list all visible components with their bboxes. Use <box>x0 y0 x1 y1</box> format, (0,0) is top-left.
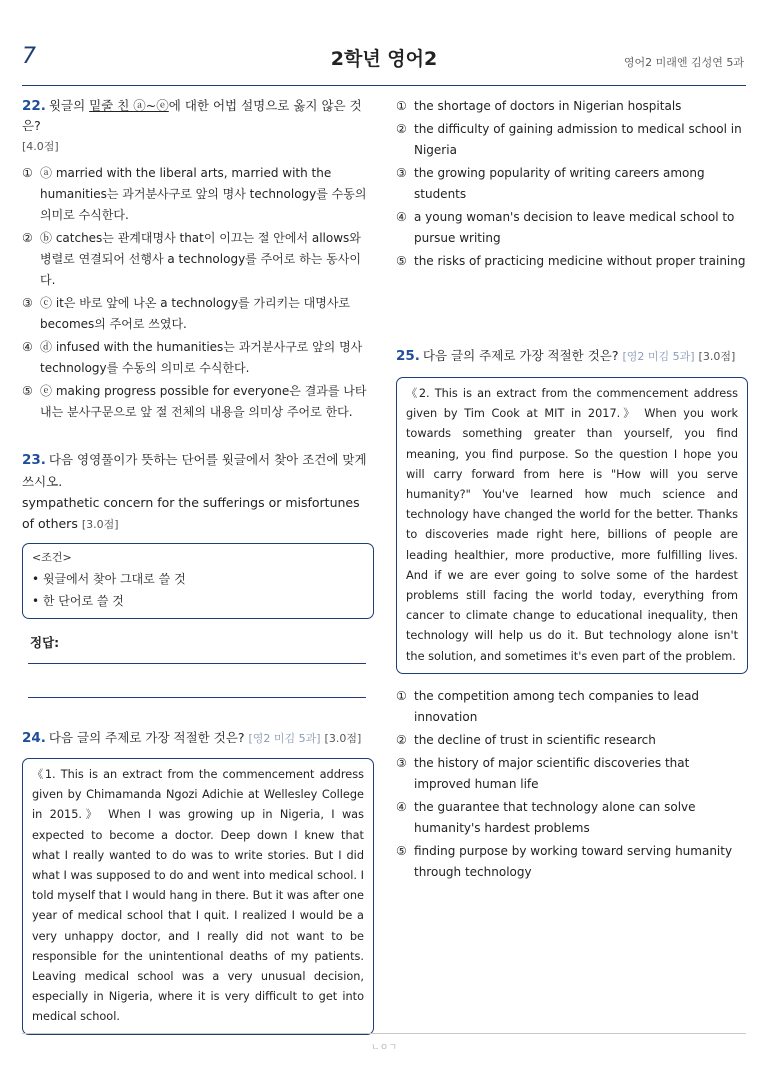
source-tag: [영2 미김 5과] <box>622 350 695 363</box>
option-marker: ③ <box>22 296 33 310</box>
conditions-title: <조건> <box>32 551 72 564</box>
answer-line[interactable] <box>28 663 366 664</box>
answer-option[interactable] <box>396 163 748 205</box>
answer-options <box>396 96 748 272</box>
option-marker: ④ <box>396 210 407 224</box>
source-tag: [영2 미김 5과] <box>248 732 321 745</box>
points-badge: [4.0점] <box>22 140 59 153</box>
question-23-stem <box>22 449 374 492</box>
answer-option[interactable] <box>22 228 374 291</box>
option-text: ⓒ it은 바로 앞에 나온 a technology를 가리키는 대명사로 becomes의 주어로 쓰였다. <box>40 296 351 331</box>
answer-area[interactable] <box>22 633 374 651</box>
answer-options <box>396 686 748 883</box>
option-marker: ④ <box>22 340 33 354</box>
passage-box <box>396 377 748 674</box>
option-text: ⓐ married with the liberal arts, married with the humanities는 과거분사구로 앞의 명사 technology를 수동의 의미로 수식한다. <box>40 166 367 222</box>
page-subtitle: 영어2 미래엔 김성연 5과 <box>623 56 744 69</box>
answer-option[interactable] <box>396 119 748 161</box>
answer-option[interactable] <box>22 337 374 379</box>
answer-options <box>22 163 374 423</box>
footer-mark: ㄴㅇㄱ <box>370 1043 398 1053</box>
option-text: the competition among tech companies to lead innovation <box>414 688 700 724</box>
answer-option[interactable] <box>396 251 748 272</box>
option-text: ⓔ making progress possible for everyone은 결과를 나타내는 분사구문으로 앞 절 전체의 내용을 의미상 주어로 한다. <box>40 384 367 419</box>
option-marker: ① <box>396 99 407 113</box>
option-text: the history of major scientific discoveries that improved human life <box>414 755 690 791</box>
answer-option[interactable] <box>396 730 748 751</box>
answer-label: 정답: <box>30 635 60 650</box>
question-number: 23. <box>22 452 46 468</box>
passage-text: 《2. This is an extract from the commencement address given by Tim Cook at MIT in 2017.》 When you work towards something greater than yourself, you find meaning, you find purpose. So the question I hope you will carry forward from here is "How will you serve humanity?" You've learned how much science and technology have changed the world for the better. Thanks to discoveries made right here, billions of people are leading healthier, more productive, more fulfilling lives. And if we are ever going to solve some of the hardest problems still facing the world today, everything from cancer to climate change to educational inequality, then technology will help us do it. But technology alone isn't the solution, and sometimes it's even part of the problem. <box>406 387 738 663</box>
question-25-stem <box>396 346 748 367</box>
option-text: ⓑ catches는 관계대명사 that이 이끄는 절 안에서 allows와 병렬로 연결되어 선행사 a technology를 주어로 하는 동사이다. <box>40 231 361 287</box>
right-column <box>396 96 748 883</box>
question-25 <box>396 346 748 883</box>
answer-option[interactable] <box>22 381 374 423</box>
option-marker: ④ <box>396 799 407 814</box>
option-marker: ② <box>396 732 407 747</box>
stem-underlined-text: 밑줄 친 ⓐ~ⓔ <box>89 98 169 113</box>
answer-option[interactable] <box>396 797 748 839</box>
option-text: the shortage of doctors in Nigerian hospitals <box>414 99 682 113</box>
option-marker: ③ <box>396 166 407 180</box>
passage-text: 《1. This is an extract from the commencement address given by Chimamanda Ngozi Adichie at Wellesley College in 2015.》 When I was growing up in Nigeria, I was expected to become a doctor. Deep down I knew that what I really wanted to do was to write stories. But I did what I was supposed to do and went into medical school. I told myself that I would hang in there. But it was after one year of medical school that I quit. I realized I would be a very unhappy doctor, and I really did not want to be responsible for the unintentional deaths of my patients. Leaving medical school was a very unusual decision, especially in Nigeria, where it is very difficult to get into medical school. <box>32 768 364 1024</box>
question-number: 24. <box>22 730 46 746</box>
option-text: finding purpose by working toward serving humanity through technology <box>414 843 733 879</box>
condition-item: • 한 단어로 쓸 것 <box>32 594 124 608</box>
page-title: 2학년 영어2 <box>330 48 438 70</box>
question-24 <box>22 728 374 1035</box>
option-marker: ⑤ <box>22 384 33 398</box>
conditions-box <box>22 543 374 619</box>
option-text: the growing popularity of writing careers among students <box>414 166 705 201</box>
left-column <box>22 96 374 1035</box>
footer-divider <box>22 1033 746 1034</box>
page-header <box>0 0 768 88</box>
option-marker: ① <box>22 166 33 180</box>
definition-text <box>22 492 374 535</box>
question-number: 25. <box>396 348 420 364</box>
answer-option[interactable] <box>396 96 748 117</box>
answer-option[interactable] <box>396 841 748 883</box>
page-number: 7 <box>22 44 36 69</box>
option-text: ⓓ infused with the humanities는 과거분사구로 앞의 명사 technology를 수동의 의미로 수식한다. <box>40 340 363 375</box>
question-number: 22. <box>22 98 46 114</box>
passage-box <box>22 758 374 1035</box>
question-23 <box>22 449 374 698</box>
definition: sympathetic concern for the sufferings or misfortunes of others <box>22 495 360 531</box>
question-24-stem <box>22 728 374 749</box>
option-text: the guarantee that technology alone can solve humanity's hardest problems <box>414 799 696 835</box>
answer-option[interactable] <box>396 753 748 795</box>
header-divider <box>22 85 746 86</box>
answer-option[interactable] <box>396 207 748 249</box>
stem-text: 윗글의 <box>48 98 90 113</box>
stem-text: 에 대한 어법 설명으로 옳지 않은 것은? <box>22 98 362 133</box>
answer-option[interactable] <box>22 163 374 226</box>
stem-text: 다음 글의 주제로 가장 적절한 것은? <box>48 730 245 745</box>
option-text: a young woman's decision to leave medical school to pursue writing <box>414 210 735 245</box>
option-marker: ⑤ <box>396 254 407 268</box>
option-marker: ⑤ <box>396 843 407 858</box>
question-22 <box>22 96 374 423</box>
stem-text: 다음 글의 주제로 가장 적절한 것은? <box>422 348 619 363</box>
answer-option[interactable] <box>22 293 374 335</box>
answer-line[interactable] <box>28 697 366 698</box>
points-badge: [3.0점] <box>81 518 119 531</box>
points-badge: [3.0점] <box>698 350 736 363</box>
option-marker: ③ <box>396 755 407 770</box>
option-text: the difficulty of gaining admission to medical school in Nigeria <box>414 122 742 157</box>
option-marker: ② <box>22 231 33 245</box>
option-marker: ② <box>396 122 407 136</box>
option-marker: ① <box>396 688 407 703</box>
option-text: the decline of trust in scientific research <box>414 732 656 747</box>
points-badge: [3.0점] <box>324 732 362 745</box>
answer-option[interactable] <box>396 686 748 728</box>
option-text: the risks of practicing medicine without proper training <box>414 254 746 268</box>
question-22-stem <box>22 96 374 136</box>
condition-item: • 윗글에서 찾아 그대로 쓸 것 <box>32 572 186 586</box>
stem-text: 다음 영영풀이가 뜻하는 단어를 윗글에서 찾아 조건에 맞게 쓰시오. <box>22 452 367 489</box>
